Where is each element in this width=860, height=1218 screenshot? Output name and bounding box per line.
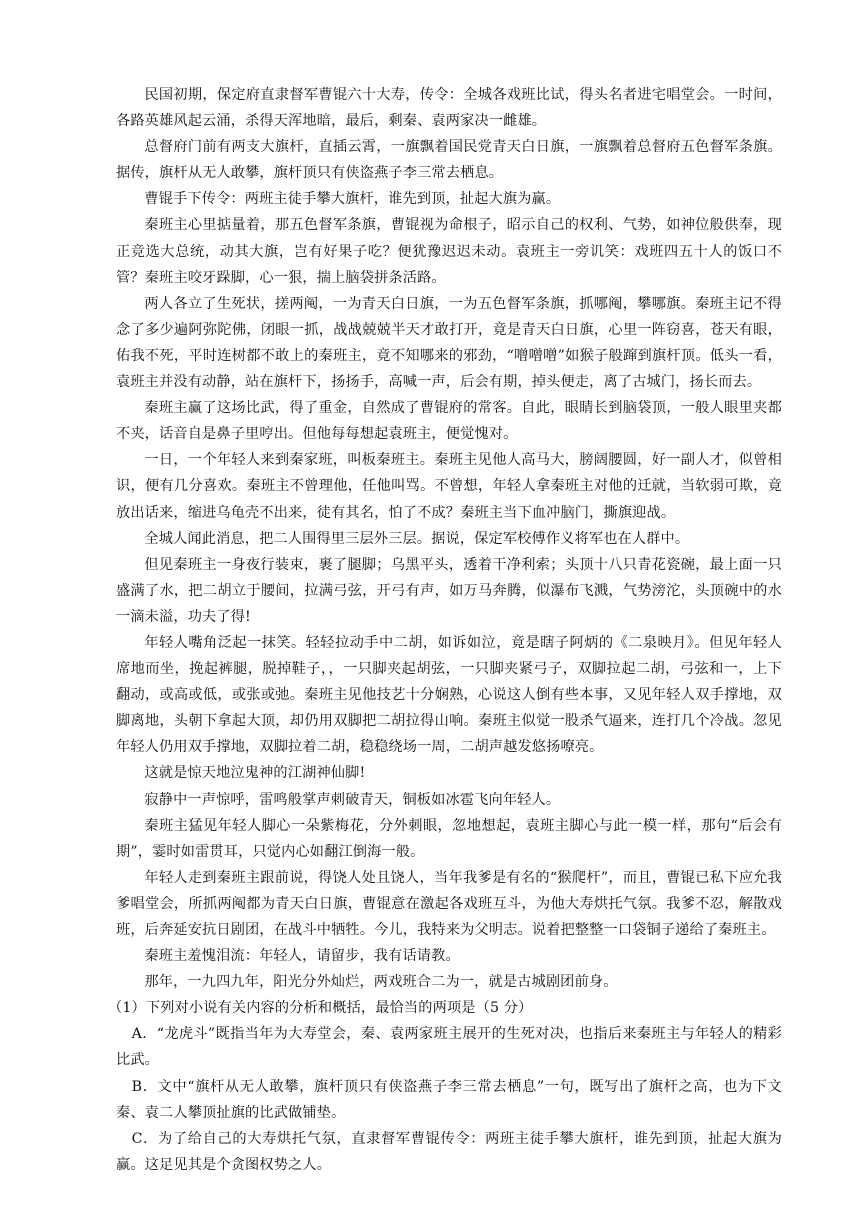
question-stem: （1）下列对小说有关内容的分析和概括，最恰当的两项是（5 分） [108, 1000, 533, 1017]
story-paragraph-10: 年轻人嘴角泛起一抹笑。轻轻拉动手中二胡，如诉如泣，竟是瞎子阿炳的《二泉映月》。但见年轻人席地而坐，挽起裤腿，脱掉鞋子，，一只脚夹起胡弦，一只脚夹紧弓子，双脚拉起二胡，弓弦和一，上下翻动，或高或低，或张或弛。秦班主见他技艺十分娴熟，心说这人倒有些本事，又见年轻人双手撑地，双脚离地，头朝下拿起大顶，却仍用双脚把二胡拉得山响。秦班主似觉一股杀气逼来，连打几个冷战。忽见年轻人仍用双手撑地，双脚拉着二胡，稳稳绕场一周，二胡声越发悠扬嘹亮。 [116, 634, 782, 756]
question-option-b: B．文中“旗杆从无人敢攀，旗杆顶只有侠盗燕子李三常去栖息”一句，既写出了旗杆之高，也为下文秦、袁二人攀顶扯旗的比武做铺垫。 [116, 1078, 782, 1121]
story-paragraph-14: 年轻人走到秦班主跟前说，得饶人处且饶人，当年我爹是有名的“猴爬杆”，而且，曹锟已私下应允我爹唱堂会，所抓两阄都为青天白日旗，曹锟意在激起各戏班互斗，为他大寿烘托气氛。我爹不忍，解散戏班，后奔延安抗日剧团，在战斗中牺牲。今儿，我特来为父明志。说着把整整一口袋铜子递给了秦班主。 [116, 869, 782, 938]
story-paragraph-9: 但见秦班主一身夜行装束，裹了腿脚；乌黑平头，透着干净利索；头顶十八只青花瓷碗，最上面一只盛满了水，把二胡立于腰间，拉满弓弦，开弓有声，如万马奔腾，似瀑布飞溅，气势滂沱，头顶碗中的水一滴未溢，功夫了得! [116, 556, 782, 625]
story-paragraph-2: 总督府门前有两支大旗杆，直插云霄，一旗飘着国民党青天白日旗，一旗飘着总督府五色督军条旗。据传，旗杆从无人敢攀，旗杆顶只有侠盗燕子李三常去栖息。 [116, 139, 782, 182]
story-paragraph-1: 民国初期，保定府直隶督军曹锟六十大寿，传令：全城各戏班比试，得头名者进宅唱堂会。一时间，各路英雄风起云涌，杀得天浑地暗，最后，剩秦、袁两家决一雌雄。 [116, 87, 782, 130]
story-paragraph-15: 秦班主羞愧泪流：年轻人，请留步，我有话请教。 [144, 948, 460, 965]
story-paragraph-11: 这就是惊天地泣鬼神的江湖神仙脚! [144, 765, 366, 782]
story-paragraph-6: 秦班主赢了这场比武，得了重金，自然成了曹锟府的常客。自此，眼睛长到脑袋顶，一般人眼里夹都不夹，话音自是鼻子里哼出。但他每每想起袁班主，便觉愧对。 [116, 400, 782, 443]
story-paragraph-4: 秦班主心里掂量着，那五色督军条旗，曹锟视为命根子，昭示自己的权利、气势，如神位般供奉，现正竞选大总统，动其大旗，岂有好果子吃？便犹豫迟迟未动。袁班主一旁讥笑：戏班四五十人的饭口不管？秦班主咬牙跺脚，心一狠，揣上脑袋拼条活路。 [116, 217, 782, 286]
question-option-c: C．为了给自己的大寿烘托气氛，直隶督军曹锟传令：两班主徒手攀大旗杆，谁先到顶，扯起大旗为赢。这足见其是个贪图权势之人。 [116, 1130, 782, 1173]
story-paragraph-12: 寂静中一声惊呼，雷鸣般掌声刺破青天，铜板如冰雹飞向年轻人。 [144, 791, 561, 808]
story-paragraph-3: 曹锟手下传令：两班主徒手攀大旗杆，谁先到顶，扯起大旗为赢。 [144, 191, 561, 208]
story-paragraph-8: 全城人闻此消息，把二人围得里三层外三层。据说，保定军校傅作义将军也在人群中。 [144, 530, 690, 547]
story-paragraph-13: 秦班主猛见年轻人脚心一朵紫梅花，分外刺眼，忽地想起，袁班主脚心与此一模一样，那句“后会有期”，霎时如雷贯耳，只觉内心如翻江倒海一般。 [116, 817, 782, 860]
document-page [108, 82, 782, 1178]
story-paragraph-16: 那年，一九四九年，阳光分外灿烂，两戏班合二为一，就是古城剧团前身。 [144, 974, 618, 991]
story-paragraph-5: 两人各立了生死状，搓两阄，一为青天白日旗，一为五色督军条旗，抓哪阄，攀哪旗。秦班主记不得念了多少遍阿弥陀佛，闭眼一抓，战战兢兢半天才敢打开，竟是青天白日旗，心里一阵窃喜，苍天有眼，佑我不死，平时连树都不敢上的秦班主，竟不知哪来的邪劲，“噌噌噌”如猴子般蹿到旗杆顶。低头一看，袁班主并没有动静，站在旗杆下，扬扬手，高喊一声，后会有期，掉头便走，离了古城门，扬长而去。 [116, 295, 782, 391]
question-option-a: A．“龙虎斗”既指当年为大寿堂会，秦、袁两家班主展开的生死对决，也指后来秦班主与年轻人的精彩比武。 [116, 1026, 782, 1069]
story-paragraph-7: 一日，一个年轻人来到秦家班，叫板秦班主。秦班主见他人高马大，膀阔腰圆，好一副人才，似曾相识，便有几分喜欢。秦班主不曾理他，任他叫骂。不曾想，年轻人拿秦班主对他的迁就，当软弱可欺，竟放出话来，缩进乌龟壳不出来，徒有其名，怕了不成？秦班主当下血冲脑门，撕旗迎战。 [116, 452, 782, 521]
